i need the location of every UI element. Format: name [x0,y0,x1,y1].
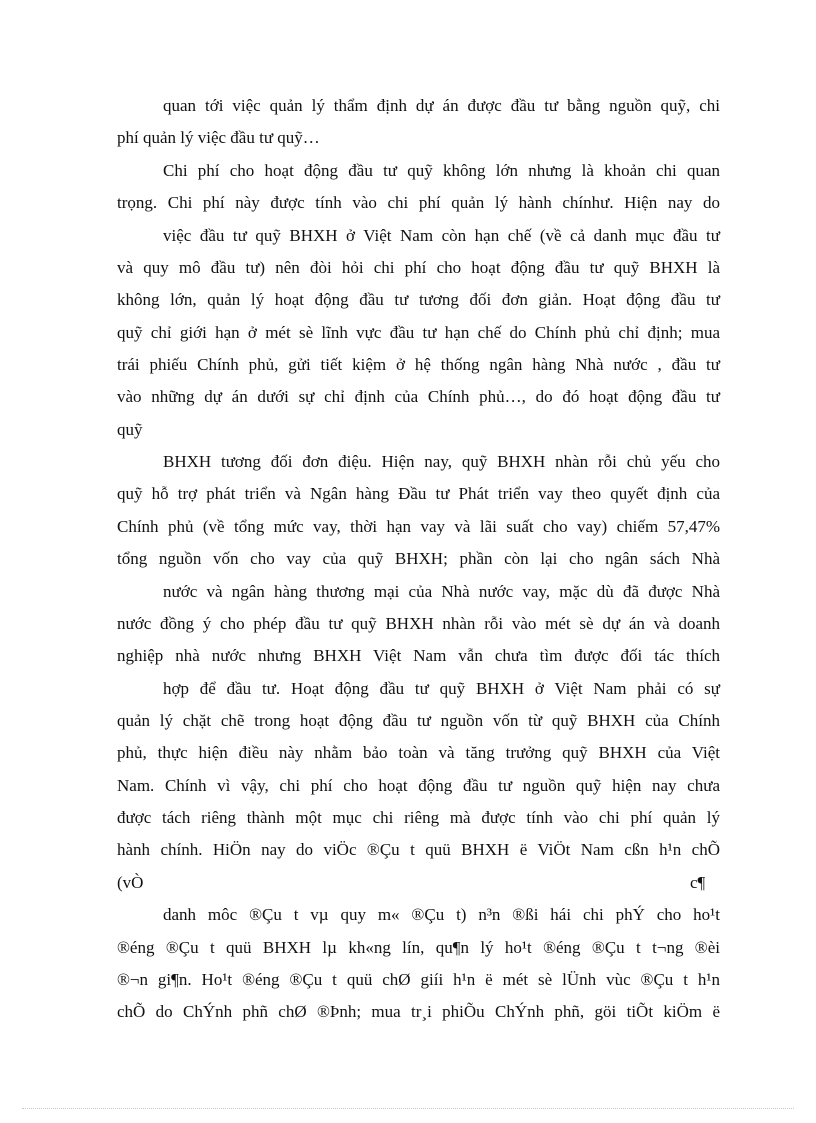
text-line: không lớn, quản lý hoạt động đầu tư tương đối đơn giản. Hoạt động đầu tư [117,290,720,309]
text-line: được tách riêng thành một mục chi riêng mà được tính vào chi phí quản lý [117,808,720,827]
text-line: danh môc ®Çu t vµ quy m« ®Çu t) n³n ®ßi hái chi phÝ cho ho¹t [163,905,720,924]
text-line: chÕ do ChÝnh phñ chØ ®Þnh; mua tr¸i phiÕu ChÝnh phñ, göi tiÕt kiÖm ë [117,1002,720,1021]
text-line: nghiệp nhà nước nhưng BHXH Việt Nam vẫn chưa tìm được đối tác thích [117,646,720,665]
text-line: hợp để đầu tư. Hoạt động đầu tư quỹ BHXH ở Việt Nam phải có sự [163,679,720,698]
text-line: phí quản lý việc đầu tư quỹ… [117,128,320,147]
text-line: việc đầu tư quỹ BHXH ở Việt Nam còn hạn chế (về cả danh mục đầu tư [163,226,720,245]
text-line: hành chính. HiÖn nay do viÖc ®Çu t quü BHXH ë ViÖt Nam cßn h¹n chÕ [117,840,720,859]
text-line: quỹ chỉ giới hạn ở mét sè lĩnh vực đầu tư hạn chế do Chính phủ chỉ định; mua [117,323,720,342]
text-line: quản lý chặt chẽ trong hoạt động đầu tư nguồn vốn từ quỹ BHXH của Chính [117,711,720,730]
text-line: phủ, thực hiện điều này nhằm bảo toàn và tăng trưởng quỹ BHXH của Việt [117,743,720,762]
text-line: trái phiếu Chính phủ, gửi tiết kiệm ở hệ thống ngân hàng Nhà nước , đầu tư [117,355,720,374]
text-line: Chi phí cho hoạt động đầu tư quỹ không lớn nhưng là khoản chi quan [163,161,720,180]
text-line: c¶ [690,873,706,892]
text-line: Nam. Chính vì vậy, chi phí cho hoạt động đầu tư nguồn quỹ hiện nay chưa [117,776,720,795]
text-line: tổng nguồn vốn cho vay của quỹ BHXH; phần còn lại cho ngân sách Nhà [117,549,720,568]
page-bottom-divider [22,1108,794,1109]
text-line: (vÒ [117,873,144,892]
text-line: nước đồng ý cho phép đầu tư quỹ BHXH nhàn rỗi vào mét sè dự án và doanh [117,614,720,633]
text-line: trọng. Chi phí này được tính vào chi phí quản lý hành chínhư. Hiện nay do [117,193,720,212]
text-line: nước và ngân hàng thương mại của Nhà nước vay, mặc dù đã được Nhà [163,582,720,601]
text-line: BHXH tương đối đơn điệu. Hiện nay, quỹ BHXH nhàn rỗi chủ yếu cho [163,452,720,471]
text-line: ®¬n gi¶n. Ho¹t ®éng ®Çu t quü chØ giíi h¹n ë mét sè lÜnh vùc ®Çu t h¹n [117,970,720,989]
text-line: quỹ [117,420,143,439]
text-line: ®éng ®Çu t quü BHXH lµ kh«ng lín, qu¶n lý ho¹t ®éng ®Çu t t¬ng ®èi [117,938,720,957]
text-line: vào những dự án dưới sự chỉ định của Chính phủ…, do đó hoạt động đầu tư [117,387,720,406]
text-line: quỹ hỗ trợ phát triển và Ngân hàng Đầu tư Phát triển vay theo quyết định của [117,484,720,503]
text-line: Chính phủ (về tổng mức vay, thời hạn vay và lãi suất cho vay) chiếm 57,47% [117,517,720,536]
text-line: và quy mô đầu tư) nên đòi hỏi chi phí cho hoạt động đầu tư quỹ BHXH là [117,258,720,277]
text-line: quan tới việc quản lý thẩm định dự án được đầu tư bằng nguồn quỹ, chi [163,96,720,115]
